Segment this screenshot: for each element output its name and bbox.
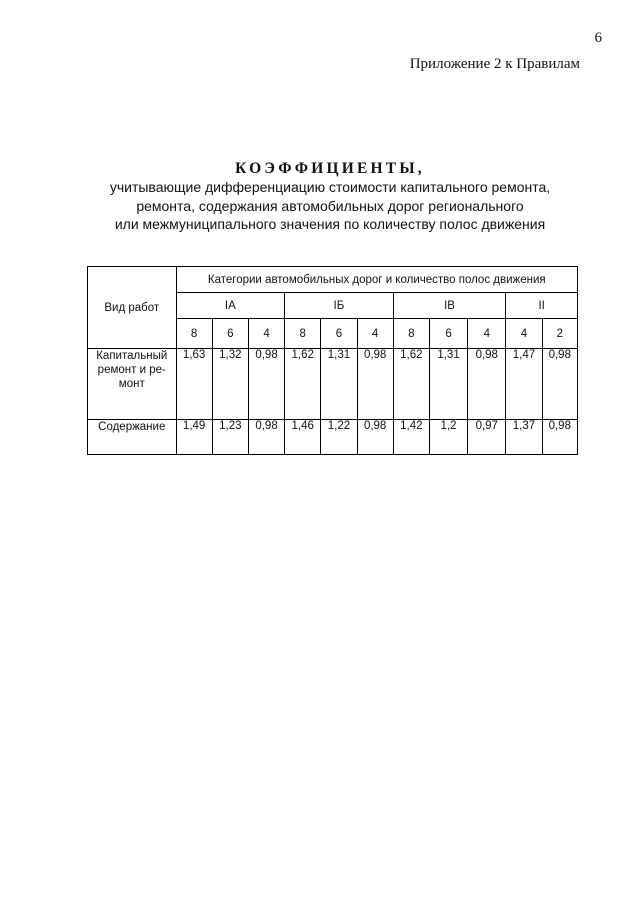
appendix-label: Приложение 2 к Правилам	[409, 56, 580, 72]
header-row-categories	[88, 267, 578, 293]
lane-header: 4	[357, 319, 393, 349]
table-cell: 0,98	[248, 420, 284, 455]
table-cell: 1,63	[176, 349, 212, 420]
lane-header: 4	[468, 319, 506, 349]
row-label: Капитальный ремонт и ре-монт	[88, 349, 177, 420]
lane-header: 4	[248, 319, 284, 349]
group-header-ia: IA	[176, 293, 285, 319]
subtitle-line-1: учитывающие дифференциацию стоимости капитального ремонта,	[109, 179, 551, 195]
group-header-iv: IB	[393, 293, 506, 319]
table-cell: 1,31	[429, 349, 467, 420]
column-header-categories: Категории автомобильных дорог и количество полос движения	[176, 267, 577, 293]
table-cell: 0,98	[357, 420, 393, 455]
group-header-ii: II	[506, 293, 578, 319]
row-label: Содержание	[88, 420, 177, 455]
lane-header: 8	[285, 319, 321, 349]
lane-header: 8	[176, 319, 212, 349]
table-cell: 0,98	[542, 349, 577, 420]
table-cell: 1,62	[393, 349, 429, 420]
group-header-ib: IБ	[285, 293, 394, 319]
lane-header: 6	[212, 319, 248, 349]
table-cell: 1,47	[506, 349, 542, 420]
table-cell: 0,98	[468, 349, 506, 420]
lane-header: 6	[429, 319, 467, 349]
lane-header: 2	[542, 319, 577, 349]
table-row-maintenance	[88, 420, 578, 455]
lane-header: 8	[393, 319, 429, 349]
table-cell: 1,62	[285, 349, 321, 420]
table-cell: 1,46	[285, 420, 321, 455]
table-cell: 1,2	[429, 420, 467, 455]
table-cell: 1,31	[321, 349, 357, 420]
table-cell: 0,98	[248, 349, 284, 420]
column-header-work-type: Вид работ	[88, 267, 177, 349]
lane-header: 4	[506, 319, 542, 349]
table-cell: 0,97	[468, 420, 506, 455]
table-cell: 0,98	[357, 349, 393, 420]
title-block	[60, 160, 600, 234]
table-cell: 1,42	[393, 420, 429, 455]
subtitle-line-2: ремонта, содержания автомобильных дорог регионального	[136, 197, 524, 214]
table-cell: 1,22	[321, 420, 357, 455]
table-cell: 1,23	[212, 420, 248, 455]
table-cell: 1,32	[212, 349, 248, 420]
lane-header: 6	[321, 319, 357, 349]
table-cell: 1,37	[506, 420, 542, 455]
page-number: 6	[594, 30, 602, 46]
table-row-capital-repair	[88, 349, 578, 420]
document-title: КОЭФФИЦИЕНТЫ,	[235, 160, 425, 177]
table-cell: 1,49	[176, 420, 212, 455]
table-cell: 0,98	[542, 420, 577, 455]
coefficients-table	[87, 266, 578, 455]
subtitle-line-3: или межмуниципального значения по количеству полос движения	[114, 216, 546, 232]
